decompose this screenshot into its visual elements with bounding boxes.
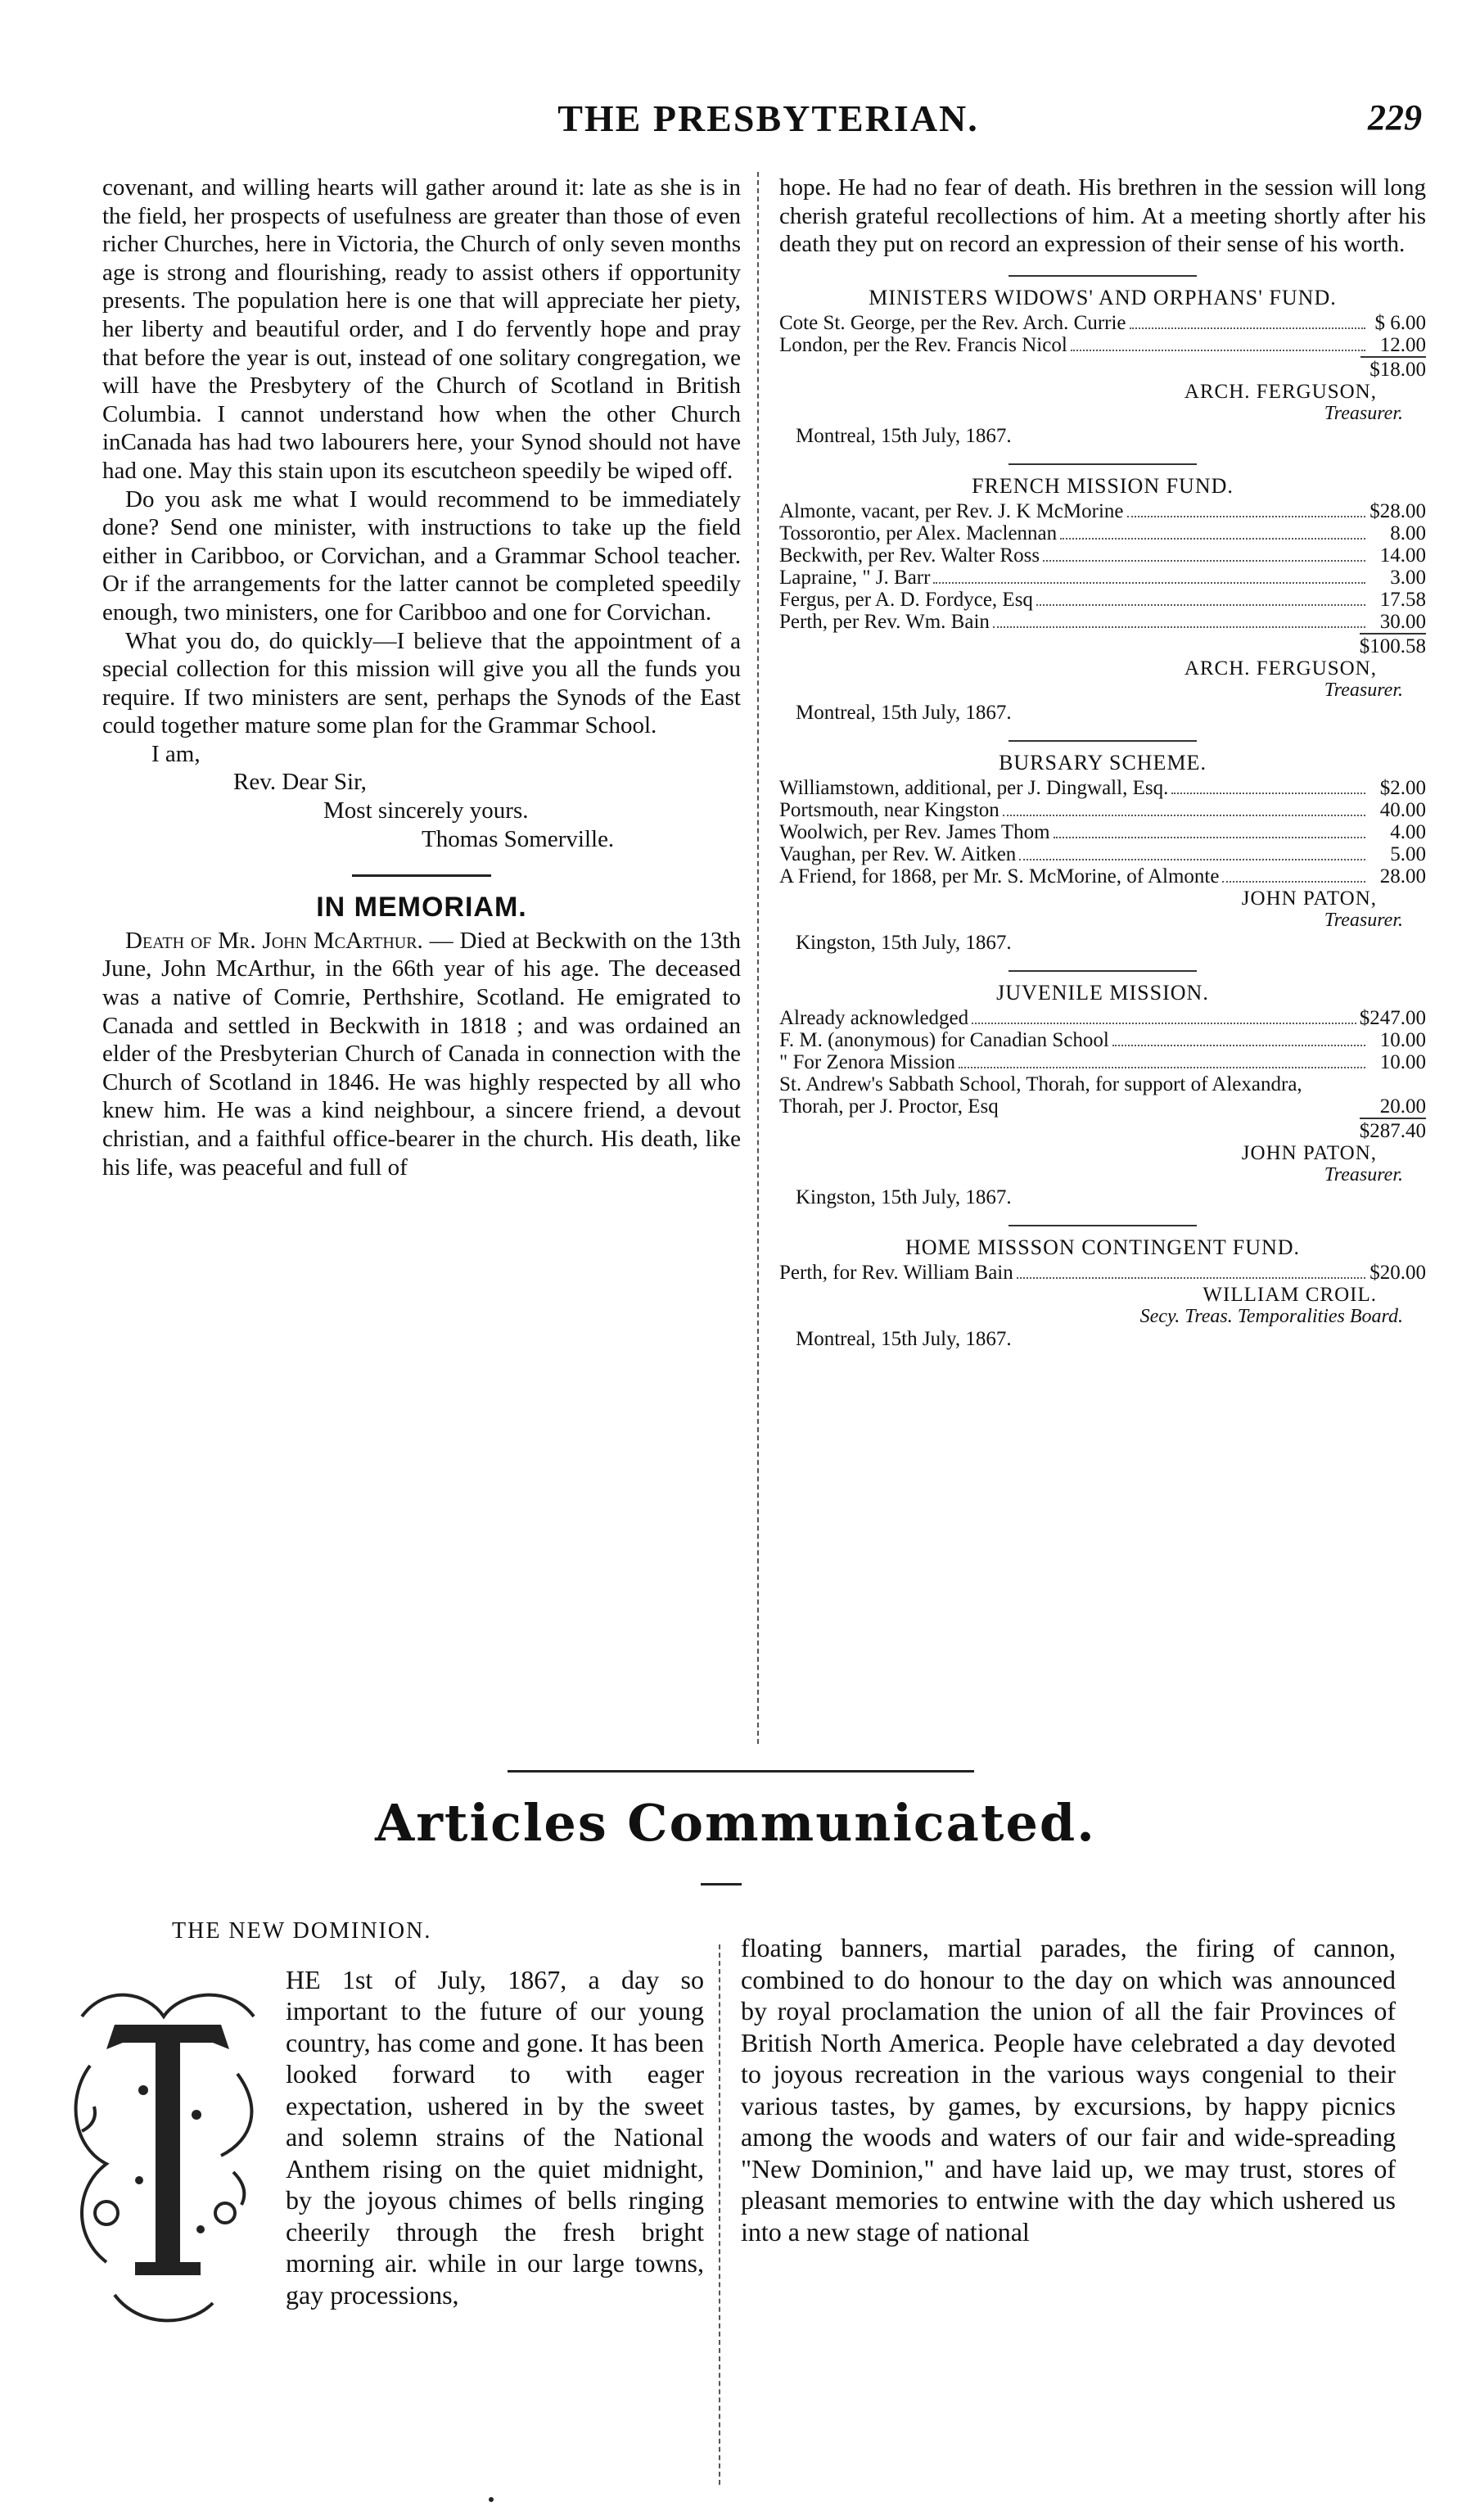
- section-divider: [1008, 463, 1197, 465]
- entry-amount: 12.00: [1379, 333, 1426, 356]
- entry-amount: 10.00: [1379, 1028, 1426, 1051]
- fund-entry: [779, 777, 1426, 799]
- fund-entry: [779, 821, 1426, 843]
- entry-label: Lapraine, " J. Barr: [779, 566, 931, 589]
- entry-amount: 10.00: [1379, 1050, 1426, 1073]
- entry-amount: $ 6.00: [1374, 311, 1426, 334]
- entry-amount: 8.00: [1390, 522, 1426, 544]
- entry-label: A Friend, for 1868, per Mr. S. McMorine, of Almonte: [779, 865, 1220, 887]
- fund-entry: [779, 589, 1426, 611]
- fund-entry: [779, 799, 1426, 821]
- fund-entry: [779, 611, 1426, 633]
- entry-amount: 20.00: [1379, 1095, 1426, 1118]
- running-head: [115, 97, 1422, 146]
- entry-label: St. Andrew's Sabbath School, Thorah, for support of Alexandra, Thorah, per J. Proctor, Esq: [779, 1073, 1302, 1118]
- entry-label: Already acknowledged: [779, 1006, 969, 1029]
- fund-entry: [779, 1029, 1426, 1051]
- article-right-column: [741, 1932, 1396, 2247]
- entry-amount: 14.00: [1379, 544, 1426, 567]
- entry-label: Portsmouth, near Kingston: [779, 798, 999, 821]
- treasurer-name: ARCH. FERGUSON,: [1184, 657, 1377, 680]
- fund-entry: [779, 1073, 1426, 1118]
- entry-label: F. M. (anonymous) for Canadian School: [779, 1028, 1109, 1051]
- treasurer-role: Treasurer.: [1324, 909, 1403, 931]
- sign-off-line: Rev. Dear Sir,: [233, 769, 367, 796]
- fund-block: [779, 982, 1426, 1208]
- article-title: THE NEW DOMINION.: [172, 1918, 432, 1944]
- entry-amount: $247.00: [1359, 1006, 1426, 1029]
- fund-entry: [779, 1007, 1426, 1029]
- fund-title: HOME MISSSON CONTINGENT FUND.: [905, 1235, 1301, 1259]
- fund-date: Montreal, 15th July, 1867.: [796, 1327, 1012, 1350]
- ornamental-drop-cap: [57, 1967, 274, 2352]
- entry-label: Beckwith, per Rev. Walter Ross: [779, 544, 1040, 567]
- right-column: [779, 174, 1426, 1350]
- articles-heading: Articles Communicated.: [375, 1793, 1096, 1853]
- article-left-column: [57, 1916, 704, 2352]
- section-divider: [701, 1883, 742, 1885]
- article-text-right: floating banners, martial parades, the firing of cannon, combined to do honour to the day on which was announced by royal proclamation the union of all the fair Provinces of British North America. People have celebrated a day devoted to joyous recreation in the various ways congenial to their various tastes, by games, by excursions, by happy picnics among the woods and waters of our fair and wide-spreading "New Dominion," and have laid up, we may trust, stores of pleasant memories to entwine with the day which ushered us into a new stage of national: [741, 1933, 1396, 2247]
- fund-total: $287.40: [779, 1118, 1426, 1142]
- entry-amount: 3.00: [1390, 566, 1426, 589]
- memoriam-heading: IN MEMORIAM.: [316, 892, 527, 924]
- fund-title: JUVENILE MISSION.: [996, 980, 1209, 1005]
- entry-label: Williamstown, additional, per J. Dingwall, Esq.: [779, 776, 1169, 799]
- entry-amount: 40.00: [1379, 798, 1426, 821]
- fund-date: Kingston, 15th July, 1867.: [796, 1185, 1012, 1208]
- section-divider: [1008, 275, 1197, 277]
- entry-amount: $28.00: [1369, 499, 1426, 522]
- entry-label: London, per the Rev. Francis Nicol: [779, 333, 1067, 356]
- fund-date: Montreal, 15th July, 1867.: [796, 701, 1012, 724]
- fund-block: [779, 752, 1426, 954]
- letter-paragraph: covenant, and willing hearts will gather around it: late as she is in the field, her prospects of usefulness are greater than those of even richer Churches, here in Victoria, the Church of only seven months age is strong and flourishing, ready to assist others if opportunity presents. The population here is one that will appreciate her piety, her liberty and beautiful order, and I do fervently hope and pray that before the year is out, instead of one solitary congregation, we will have the Presbytery of the Church of Scotland in British Columbia. I cannot understand how when the other Church inCanada has had two labourers here, your Synod should not have had one. May this stain upon its escutcheon speedily be wiped off.: [102, 174, 741, 484]
- fund-entry: [779, 865, 1426, 887]
- memoriam-lead: Death of Mr. John McArthur.: [125, 927, 423, 954]
- entry-label: Woolwich, per Rev. James Thom: [779, 820, 1050, 843]
- entry-amount: $2.00: [1379, 776, 1426, 799]
- drop-cap-ornament-icon: [57, 1967, 274, 2352]
- entry-amount: 17.58: [1379, 588, 1426, 611]
- fund-entry: [779, 500, 1426, 522]
- memoriam-text: — Died at Beckwith on the 13th June, John McArthur, in the 66th year of his age. The deceased was a native of Comrie, Perthshire, Scotland. He emigrated to Canada and settled in Beckwith in 1818 ; and was ordained an elder of the Presbyterian Church of Canada in connection with the Church of Scotland in 1846. He was highly respected by all who knew him. He was a kind neighbour, a sincere friend, a devout christian, and a faithful office-bearer in the church. His death, like his life, was peaceful and full of: [102, 927, 741, 1181]
- entry-label: Fergus, per A. D. Fordyce, Esq: [779, 588, 1033, 611]
- treasurer-role: Treasurer.: [1324, 679, 1403, 701]
- column-rule: [757, 172, 759, 1744]
- letter-paragraph: What you do, do quickly—I believe that the appointment of a special collection for this mission will give you all the funds you require. If two ministers are sent, perhaps the Synods of the East could together mature some plan for the Grammar School.: [102, 627, 741, 739]
- fund-entry: [779, 843, 1426, 865]
- fund-title: MINISTERS WIDOWS' AND ORPHANS' FUND.: [869, 285, 1337, 309]
- fund-date: Montreal, 15th July, 1867.: [796, 424, 1012, 447]
- section-divider: [1008, 970, 1197, 972]
- fund-total: $100.58: [779, 633, 1426, 657]
- entry-label: " For Zenora Mission: [779, 1050, 956, 1073]
- memoriam-paragraph: [102, 927, 741, 1181]
- fund-block: [779, 475, 1426, 724]
- treasurer-name: WILLIAM CROIL.: [1203, 1283, 1377, 1306]
- entry-label: Perth, per Rev. Wm. Bain: [779, 610, 990, 633]
- treasurer-role: Secy. Treas. Temporalities Board.: [1139, 1305, 1403, 1327]
- memoriam-continued: hope. He had no fear of death. His brethren in the session will long cherish grateful recollections of him. At a meeting shortly after his death they put on record an expression of their sense of his worth.: [779, 174, 1426, 258]
- fund-block: [779, 287, 1426, 447]
- sign-off-line: Most sincerely yours.: [323, 797, 529, 824]
- column-rule: [719, 1944, 720, 2485]
- fund-date: Kingston, 15th July, 1867.: [796, 931, 1012, 954]
- treasurer-name: ARCH. FERGUSON,: [1184, 380, 1377, 403]
- sign-off-line: I am,: [151, 740, 201, 767]
- section-divider: [352, 874, 491, 877]
- fund-entry: [779, 1051, 1426, 1073]
- entry-label: Tossorontio, per Alex. Maclennan: [779, 522, 1058, 544]
- signature: Thomas Somerville.: [422, 825, 615, 852]
- fund-entry: [779, 544, 1426, 567]
- section-divider: [508, 1770, 974, 1773]
- fund-total: $18.00: [779, 356, 1426, 381]
- treasurer-name: JOHN PATON,: [1241, 1141, 1377, 1164]
- entry-label: Vaughan, per Rev. W. Aitken: [779, 842, 1017, 865]
- left-column: [102, 174, 741, 1181]
- page-number: 229: [1368, 97, 1422, 138]
- page-mark: [489, 2497, 494, 2502]
- fund-entry: [779, 334, 1426, 356]
- entry-amount: 28.00: [1379, 865, 1426, 887]
- section-divider: [1008, 740, 1197, 742]
- entry-amount: 30.00: [1379, 610, 1426, 633]
- entry-label: Almonte, vacant, per Rev. J. K McMorine: [779, 499, 1124, 522]
- fund-entry: [779, 522, 1426, 544]
- fund-block: [779, 1236, 1426, 1350]
- entry-amount: $20.00: [1369, 1261, 1426, 1284]
- entry-label: Cote St. George, per the Rev. Arch. Currie: [779, 311, 1126, 334]
- treasurer-name: JOHN PATON,: [1241, 887, 1377, 910]
- svg-text:T: T: [168, 2016, 169, 2017]
- entry-amount: 4.00: [1390, 820, 1426, 843]
- fund-entry: [779, 312, 1426, 334]
- fund-title: FRENCH MISSION FUND.: [972, 473, 1234, 498]
- fund-entry: [779, 1262, 1426, 1284]
- running-title: THE PRESBYTERIAN.: [557, 97, 979, 139]
- article-text-left: HE 1st of July, 1867, a day so important to the future of our young country, has come and gone. It has been looked forward to with eager expectation, ushered in by the sweet and solemn strains of the National Anthem rising on the quiet midnight, by the joyous chimes of bells ringing cheerily through the fresh bright morning air. while in our large towns, gay processions,: [286, 1964, 704, 2310]
- fund-title: BURSARY SCHEME.: [999, 750, 1207, 775]
- treasurer-role: Treasurer.: [1324, 1163, 1403, 1185]
- entry-amount: 5.00: [1390, 842, 1426, 865]
- letter-paragraph: Do you ask me what I would recommend to be immediately done? Send one minister, with instructions to take up the field either in Caribboo, or Corvichan, and a Grammar School teacher. Or if the arrangements for the latter cannot be completed speedily enough, two ministers, one for Caribboo and one for Corvichan.: [102, 485, 741, 625]
- fund-entry: [779, 567, 1426, 589]
- treasurer-role: Treasurer.: [1324, 402, 1403, 424]
- entry-label: Perth, for Rev. William Bain: [779, 1261, 1013, 1284]
- section-divider: [1008, 1225, 1197, 1226]
